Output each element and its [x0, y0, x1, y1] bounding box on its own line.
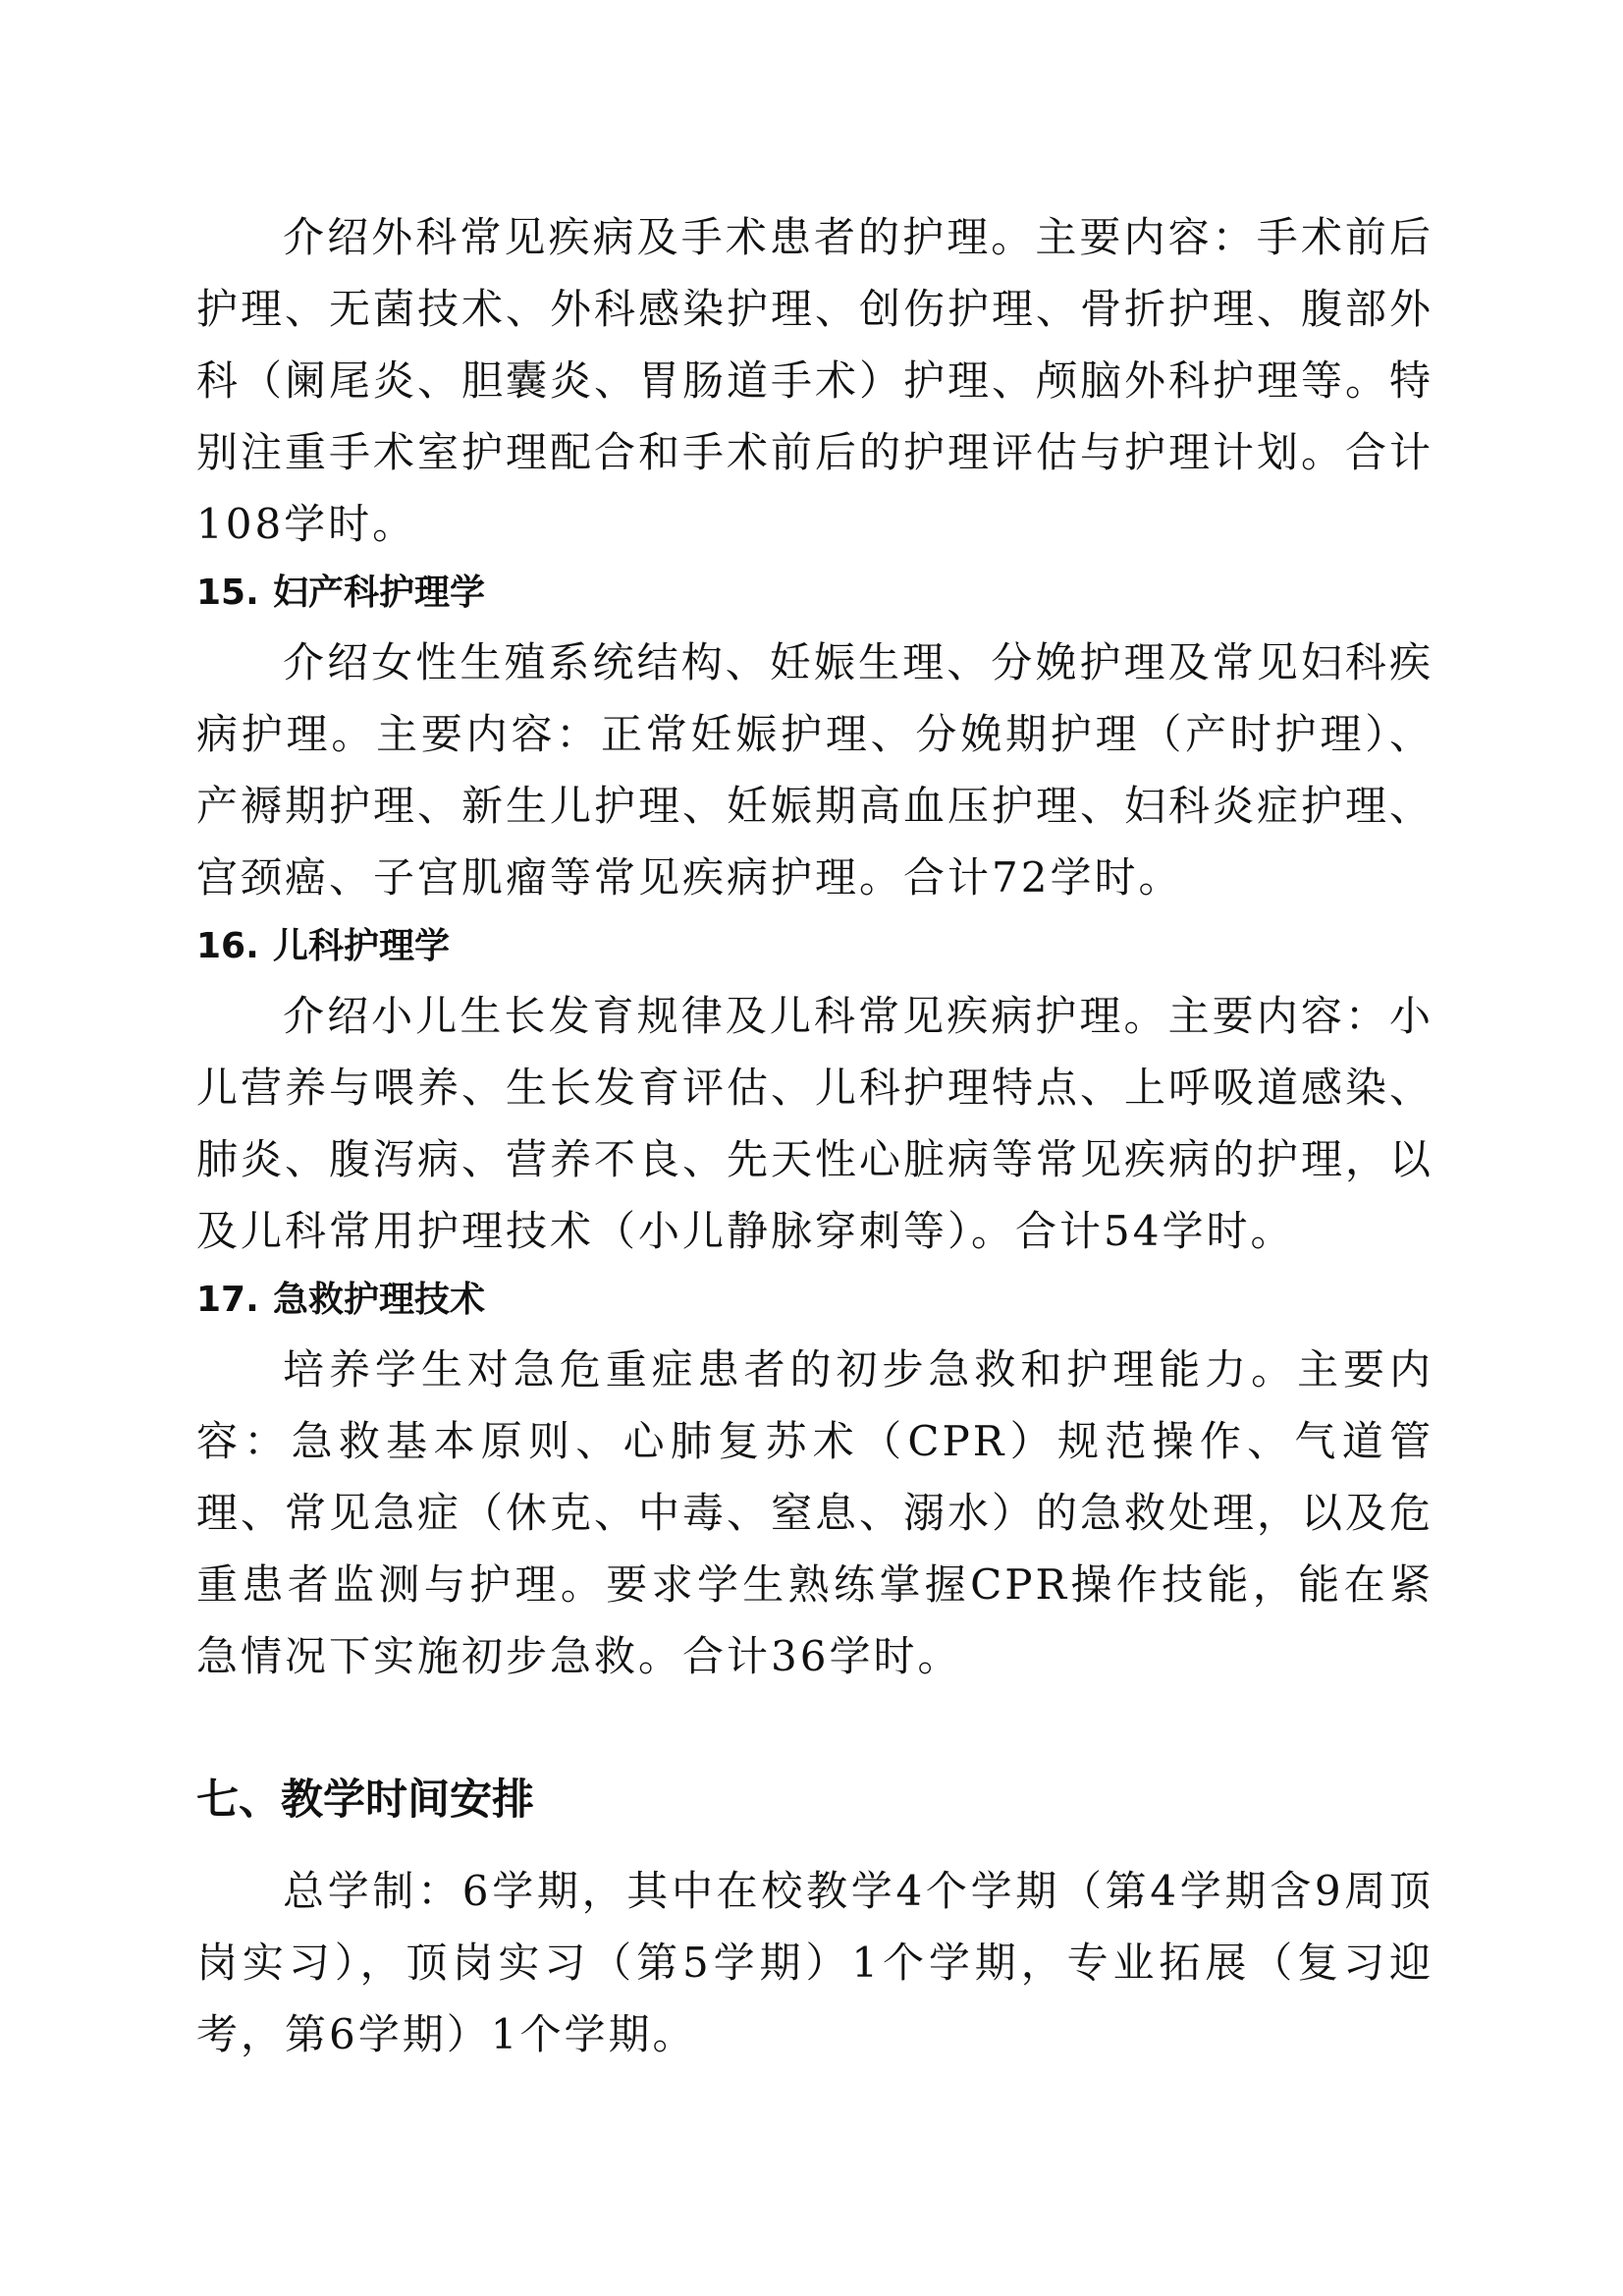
course-title: 儿科护理学 [273, 926, 451, 966]
course-number: 15. [196, 573, 259, 613]
course-heading-emergency-nursing [196, 1267, 1434, 1334]
teaching-schedule-description: 总学制：6学期，其中在校教学4个学期（第4学期含9周顶岗实习），顶岗实习（第5学期）1个学期，专业拓展（复习迎考，第6学期）1个学期。 [196, 1867, 1434, 2058]
document-page [196, 201, 1434, 2070]
course-description-pediatric-nursing: 介绍小儿生长发育规律及儿科常见疾病护理。主要内容：小儿营养与喂养、生长发育评估、儿科护理特点、上呼吸道感染、肺炎、腹泻病、营养不良、先天性心脏病等常见疾病的护理，以及儿科常用护理技术（小儿静脉穿刺等）。合计54学时。 [196, 992, 1434, 1255]
course-title: 急救护理技术 [273, 1280, 486, 1320]
course-heading-pediatric-nursing [196, 913, 1434, 980]
course-description-emergency-nursing: 培养学生对急危重症患者的初步急救和护理能力。主要内容：急救基本原则、心肺复苏术（CPR）规范操作、气道管理、常见急症（休克、中毒、窒息、溺水）的急救处理，以及危重患者监测与护理。要求学生熟练掌握CPR操作技能，能在紧急情况下实施初步急救。合计36学时。 [196, 1345, 1434, 1680]
course-heading-obstetrics-gynecology-nursing [196, 560, 1434, 627]
course-number: 17. [196, 1280, 259, 1320]
course-description-obstetrics-gynecology-nursing: 介绍女性生殖系统结构、妊娠生理、分娩护理及常见妇科疾病护理。主要内容：正常妊娠护理、分娩期护理（产时护理）、产褥期护理、新生儿护理、妊娠期高血压护理、妇科炎症护理、宫颈癌、子宫肌瘤等常见疾病护理。合计72学时。 [196, 638, 1434, 902]
section-title-teaching-schedule: 七、教学时间安排 [196, 1776, 534, 1825]
surgical-nursing-description: 介绍外科常见疾病及手术患者的护理。主要内容：手术前后护理、无菌技术、外科感染护理、创伤护理、骨折护理、腹部外科（阑尾炎、胆囊炎、胃肠道手术）护理、颅脑外科护理等。特别注重手术室护理配合和手术前后的护理评估与护理计划。合计108学时。 [196, 213, 1434, 548]
course-number: 16. [196, 926, 259, 966]
course-title: 妇产科护理学 [273, 573, 486, 613]
